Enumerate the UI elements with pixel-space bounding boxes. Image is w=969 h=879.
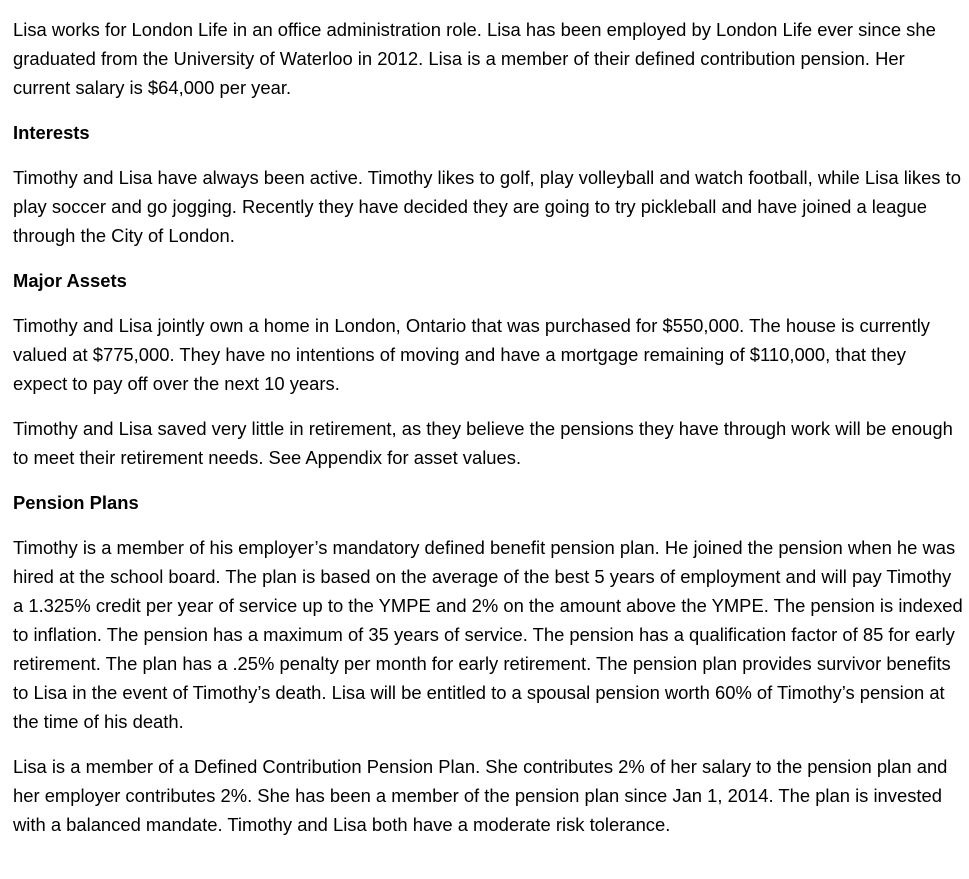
- paragraph-timothy-pension: Timothy is a member of his employer’s mandatory defined benefit pension plan. He joined the pension when he was hired at the school board. The plan is based on the average of the best 5 years of employment and will pay Timothy a 1.325% credit per year of service up to the YMPE and 2% on the amount above the YMPE. The pension is indexed to inflation. The pension has a maximum of 35 years of service. The pension has a qualification factor of 85 for early retirement. The plan has a .25% penalty per month for early retirement. The pension plan provides survivor benefits to Lisa in the event of Timothy’s death. Lisa will be entitled to a spousal pension worth 60% of Timothy’s pension at the time of his death.: [13, 537, 963, 732]
- paragraph-savings: Timothy and Lisa saved very little in retirement, as they believe the pensions they have through work will be enough to meet their retirement needs. See Appendix for asset values.: [13, 418, 953, 468]
- heading-pension-plans: Pension Plans: [13, 492, 139, 513]
- paragraph-home: Timothy and Lisa jointly own a home in London, Ontario that was purchased for $550,000. The house is currently valued at $775,000. They have no intentions of moving and have a mortgage remaining of $110,000, that they expect to pay off over the next 10 years.: [13, 315, 930, 394]
- document-body: [13, 15, 963, 855]
- paragraph-interests: Timothy and Lisa have always been active. Timothy likes to golf, play volleyball and watch football, while Lisa likes to play soccer and go jogging. Recently they have decided they are going to try pickleball and have joined a league through the City of London.: [13, 167, 961, 246]
- paragraph-lisa-pension: Lisa is a member of a Defined Contribution Pension Plan. She contributes 2% of her salary to the pension plan and her employer contributes 2%. She has been a member of the pension plan since Jan 1, 2014. The plan is invested with a balanced mandate. Timothy and Lisa both have a moderate risk tolerance.: [13, 756, 948, 835]
- paragraph-lisa-employment: Lisa works for London Life in an office administration role. Lisa has been employed by London Life ever since she graduated from the University of Waterloo in 2012. Lisa is a member of their defined contribution pension. Her current salary is $64,000 per year.: [13, 19, 936, 98]
- heading-major-assets: Major Assets: [13, 270, 127, 291]
- heading-interests: Interests: [13, 122, 90, 143]
